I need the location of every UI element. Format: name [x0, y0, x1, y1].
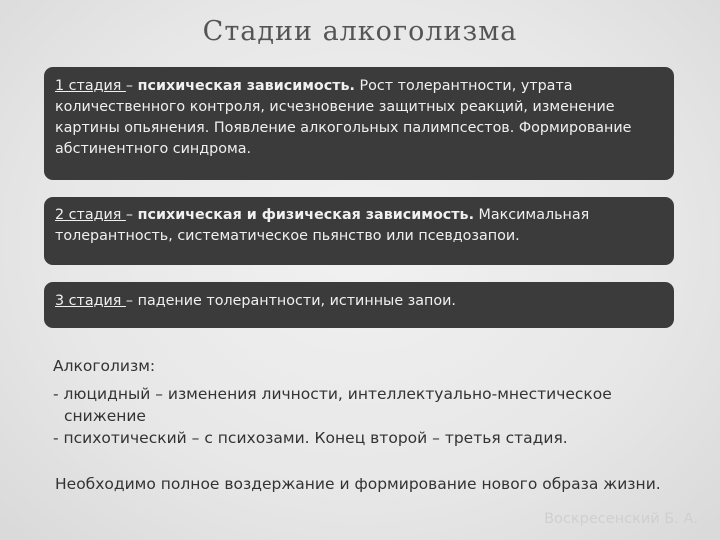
stage-1-bold: психическая зависимость. [137, 78, 355, 94]
stage-1-box [44, 67, 674, 180]
slide-title: Стадии алкоголизма [202, 16, 518, 47]
stage-3-text: падение толерантности, истинные запои. [137, 293, 456, 309]
stage-2-heading: 2 стадия [55, 207, 126, 223]
conclusion-text: Необходимо полное воздержание и формирование нового образа жизни. [55, 475, 661, 493]
stage-1-dash: – [125, 78, 138, 94]
stage-2-dash: – [125, 207, 138, 223]
alcoholism-types [53, 355, 693, 449]
notes-line-1: - люцидный – изменения личности, интеллектуально-мнестическое [53, 385, 612, 403]
stage-1-text: Рост толерантности, утрата количественного контроля, исчезновение защитных реакций, изменение картины опьянения. Появление алкогольных палимпсестов. Формирование абстинентного синдрома. [55, 78, 632, 157]
stage-1-heading: 1 стадия [55, 78, 126, 94]
stage-3-box [44, 282, 674, 328]
author-label: Воскресенский Б. А. [544, 511, 698, 527]
stage-3-dash: – [125, 293, 138, 309]
stage-2-bold: психическая и физическая зависимость. [137, 207, 474, 223]
notes-line-2: - психотический – с психозами. Конец второй – третья стадия. [53, 429, 568, 447]
stage-3-heading: 3 стадия [55, 293, 126, 309]
notes-heading: Алкоголизм: [53, 357, 156, 375]
notes-line-1-cont: снижение [64, 407, 146, 425]
stage-2-box [44, 197, 674, 265]
stage-2-text: Максимальная толерантность, систематическое пьянство или псевдозапои. [55, 207, 590, 244]
